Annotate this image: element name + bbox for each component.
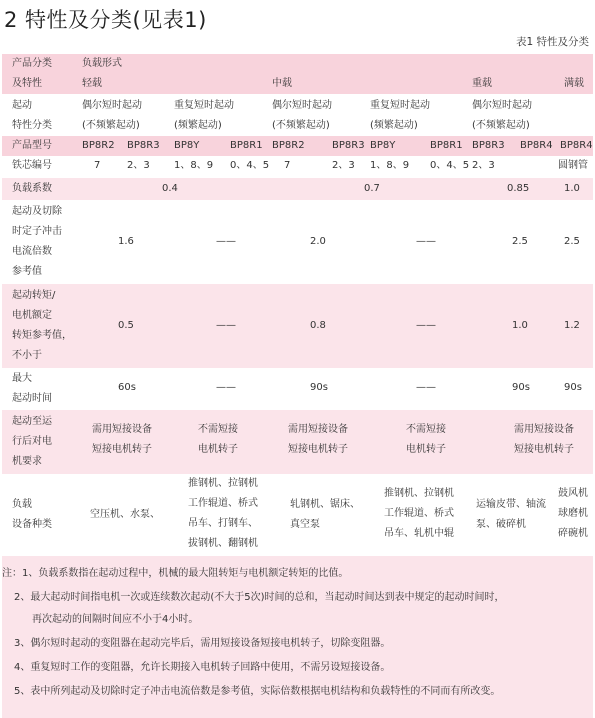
after-start-value: 需用短接设备 短接电机转子 — [514, 424, 574, 455]
core-cell: 0、4、5 — [430, 160, 470, 171]
torque-value: 0.8 — [310, 320, 326, 331]
current-value: 1.6 — [118, 236, 134, 247]
current-value: 2.5 — [512, 236, 528, 247]
core-cell: 2、3 — [472, 160, 495, 171]
core-cell: 圆钢管 — [558, 160, 588, 171]
note-line: 2、最大起动时间指电机一次或连续数次起动(不大于5次)时间的总和，当起动时间达到表中规定的起动时间时， — [14, 592, 505, 603]
max-time-value: 90s — [512, 382, 530, 393]
model-cell: BP8R4 — [560, 140, 593, 151]
model-cell: BP8Y — [370, 140, 396, 151]
current-value: —— — [416, 236, 436, 247]
model-cell: BP8R1 — [230, 140, 263, 151]
row-bg-current — [2, 200, 593, 284]
equipment-value: 推钢机、拉钢机 工作辊道、桥式 吊车、轧机中辊 — [384, 488, 454, 539]
header-light: 轻载 — [82, 78, 102, 89]
core-cell: 2、3 — [127, 160, 150, 171]
torque-value: —— — [416, 320, 436, 331]
note-line: 再次起动的间隔时间应不小于4小时。 — [32, 614, 199, 625]
core-cell: 2、3 — [332, 160, 355, 171]
current-value: 2.5 — [564, 236, 580, 247]
core-cell: 7 — [284, 160, 291, 171]
characteristics-table — [2, 54, 593, 718]
row-bg-core — [2, 156, 593, 178]
note-line: 5、表中所列起动及切除时定子冲击电流倍数是参考值，实际倍数根据电机结构和负载特性的不同而有所改变。 — [14, 686, 501, 697]
max-time-value: 60s — [118, 382, 136, 393]
equipment-label: 负载 设备种类 — [12, 499, 52, 530]
core-cell: 1、8、9 — [370, 160, 410, 171]
load-coef-value: 0.4 — [162, 183, 178, 194]
after-start-value: 不需短接 电机转子 — [406, 424, 446, 455]
note-line: 3、偶尔短时起动的变阻器在起动完毕后，需用短接设备短接电机转子，切除变阻器。 — [14, 638, 391, 649]
equipment-value: 鼓风机 球磨机 碎碗机 — [558, 488, 588, 539]
after-start-value: 需用短接设备 短接电机转子 — [288, 424, 348, 455]
torque-label: 起动转矩/ 电机额定 转矩参考值， 不小于 — [12, 290, 72, 361]
model-cell: BP8Y — [174, 140, 200, 151]
model-cell: BP8R3 — [127, 140, 160, 151]
start-chars-value: 偶尔短时起动 (不频繁起动) — [272, 100, 332, 131]
core-cell: 0、4、5 — [230, 160, 270, 171]
header-medium: 中载 — [272, 78, 292, 89]
load-coef-value: 0.85 — [507, 183, 530, 194]
equipment-value: 运输皮带、轴流 泵、破碎机 — [476, 499, 546, 530]
model-cell: BP8R4 — [520, 140, 553, 151]
model-cell: BP8R2 — [272, 140, 305, 151]
equipment-value: 推钢机、拉钢机 工作辊道、桥式 吊车、打钢车、 拔钢机、翻钢机 — [188, 478, 258, 549]
load-coef-value: 0.7 — [364, 183, 380, 194]
current-label: 起动及切除 时定子冲击 电流倍数 参考值 — [12, 206, 62, 277]
equipment-value: 空压机、水泵、 — [90, 509, 160, 520]
after-start-value: 需用短接设备 短接电机转子 — [92, 424, 152, 455]
current-value: 2.0 — [310, 236, 326, 247]
table-caption: 表1 特性及分类 — [515, 36, 589, 48]
torque-value: —— — [216, 320, 236, 331]
max-time-value: 90s — [310, 382, 328, 393]
note-line: 注：1、负载系数指在起动过程中，机械的最大阻转矩与电机额定转矩的比值。 — [2, 568, 349, 579]
core-cell: 7 — [94, 160, 101, 171]
header-category: 产品分类 — [12, 58, 52, 69]
start-chars-value: 偶尔短时起动 (不频繁起动) — [82, 100, 142, 131]
max-time-value: —— — [216, 382, 236, 393]
max-time-value: 90s — [564, 382, 582, 393]
torque-value: 1.2 — [564, 320, 580, 331]
torque-value: 1.0 — [512, 320, 528, 331]
start-chars-value: 重复短时起动 (频繁起动) — [370, 100, 430, 131]
equipment-value: 轧钢机、锯床、 真空泵 — [290, 499, 360, 530]
after-start-label: 起动至运 行后对电 机要求 — [12, 416, 52, 467]
page-title: 2 特性及分类(见表1) — [4, 8, 207, 32]
start-chars-label: 起动 特性分类 — [12, 100, 52, 131]
load-coef-value: 1.0 — [564, 183, 580, 194]
current-value: —— — [216, 236, 236, 247]
start-chars-value: 重复短时起动 (频繁起动) — [174, 100, 234, 131]
core-label: 铁芯编号 — [12, 160, 52, 171]
torque-value: 0.5 — [118, 320, 134, 331]
header-load-form: 负载形式 — [82, 58, 122, 69]
model-cell: BP8R1 — [430, 140, 463, 151]
start-chars-value: 偶尔短时起动 (不频繁起动) — [472, 100, 532, 131]
load-coef-label: 负载系数 — [12, 183, 52, 194]
model-label: 产品型号 — [12, 140, 52, 151]
header-full: 满载 — [564, 78, 584, 89]
row-bg-time — [2, 368, 593, 410]
max-time-value: —— — [416, 382, 436, 393]
after-start-value: 不需短接 电机转子 — [198, 424, 238, 455]
header-characteristics: 及特性 — [12, 78, 42, 89]
row-bg-load-coef — [2, 178, 593, 200]
model-cell: BP8R2 — [82, 140, 115, 151]
model-cell: BP8R3 — [332, 140, 365, 151]
row-bg-torque — [2, 284, 593, 368]
model-cell: BP8R3 — [472, 140, 505, 151]
max-time-label: 最大 起动时间 — [12, 373, 52, 404]
note-line: 4、重复短时工作的变阻器，允许长期接入电机转子回路中使用，不需另设短接设备。 — [14, 662, 391, 673]
core-cell: 1、8、9 — [174, 160, 214, 171]
header-heavy: 重载 — [472, 78, 492, 89]
